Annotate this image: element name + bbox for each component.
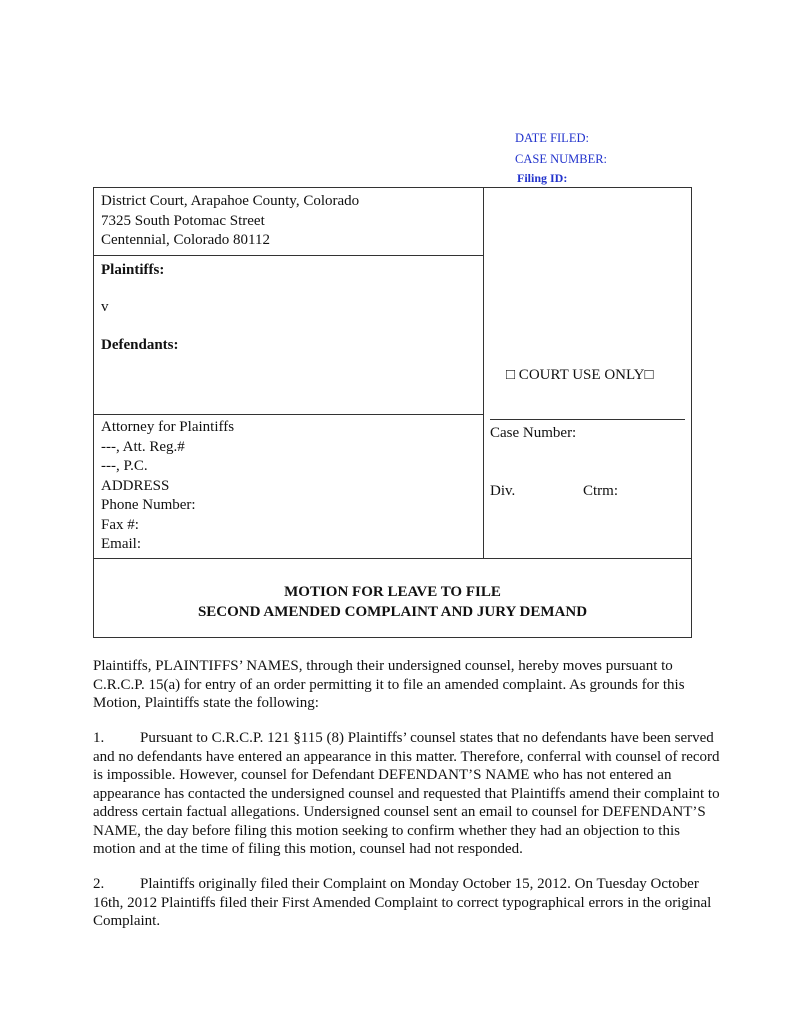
- defendants-label: Defendants:: [101, 337, 179, 353]
- court-street: 7325 South Potomac Street: [101, 212, 265, 229]
- intro-paragraph: [93, 657, 723, 713]
- court-city: Centennial, Colorado 80112: [101, 232, 270, 248]
- caption-divider-court: [94, 255, 483, 256]
- date-filed-label: DATE FILED:: [515, 131, 589, 145]
- motion-title: [94, 582, 691, 622]
- paragraph-number: 1.: [93, 730, 105, 746]
- attorney-line: Phone Number:: [101, 497, 196, 513]
- attorney-block: [101, 418, 234, 555]
- court-name: District Court, Arapahoe County, Colorado: [101, 193, 360, 209]
- caption-divider-vertical: [483, 188, 484, 559]
- versus-label: v: [101, 299, 109, 315]
- paragraph-text: Pursuant to C.R.C.P. 121 §115 (8) Plaintiffs’ counsel states that no defendants have been served and no defendants have entered an appearance in this matter. Therefore, conferral with counsel of record is impossible. However, counsel for Defendant DEFENDANT’S NAME who has not entered an appearance has contacted the undersigned counsel and requested that Plaintiffs amend their complaint to address certain factual allegations. Undersigned counsel sent an email to counsel for DEFENDANT’S NAME, the day before filing this motion seeking to confirm whether they had an objection to this motion and at the time of filing this motion, counsel had not responded.: [93, 730, 720, 857]
- court-use-only-label: □ COURT USE ONLY□: [506, 367, 654, 383]
- attorney-line: Fax #:: [101, 516, 139, 533]
- motion-title-line: MOTION FOR LEAVE TO FILE: [284, 584, 501, 600]
- paragraph-text: Plaintiffs originally filed their Complaint on Monday October 15, 2012. On Tuesday October 16th, 2012 Plaintiffs filed their First Amended Complaint to correct typographical errors in the original Complaint.: [93, 876, 712, 929]
- paragraph-number: 2.: [93, 876, 105, 892]
- paragraph-2: [93, 875, 723, 931]
- court-use-rule: [490, 419, 685, 420]
- court-address-block: [101, 192, 359, 251]
- division-label: Div.: [490, 483, 516, 499]
- court-case-number-label: Case Number:: [490, 425, 577, 441]
- courtroom-label: Ctrm:: [583, 483, 619, 499]
- case-number-label: CASE NUMBER:: [515, 152, 608, 166]
- attorney-line: ADDRESS: [101, 477, 170, 494]
- attorney-line: Attorney for Plaintiffs: [101, 419, 235, 435]
- caption-divider-parties: [94, 414, 483, 415]
- intro-text: Plaintiffs, PLAINTIFFS’ NAMES, through their undersigned counsel, hereby moves pursuant to C.R.C.P. 15(a) for entry of an order permitting it to file an amended complaint. As grounds for this Motion, Plaintiffs state the following:: [93, 658, 685, 711]
- motion-title-line: SECOND AMENDED COMPLAINT AND JURY DEMAND: [197, 604, 588, 620]
- filing-id-label: Filing ID:: [517, 171, 568, 185]
- plaintiffs-label: Plaintiffs:: [101, 262, 165, 278]
- attorney-line: Email:: [101, 536, 141, 552]
- caption-divider-title: [94, 558, 691, 559]
- case-caption-box: [93, 187, 692, 638]
- attorney-line: ---, P.C.: [101, 458, 148, 474]
- attorney-line: ---, Att. Reg.#: [101, 438, 185, 455]
- paragraph-1: [93, 729, 723, 859]
